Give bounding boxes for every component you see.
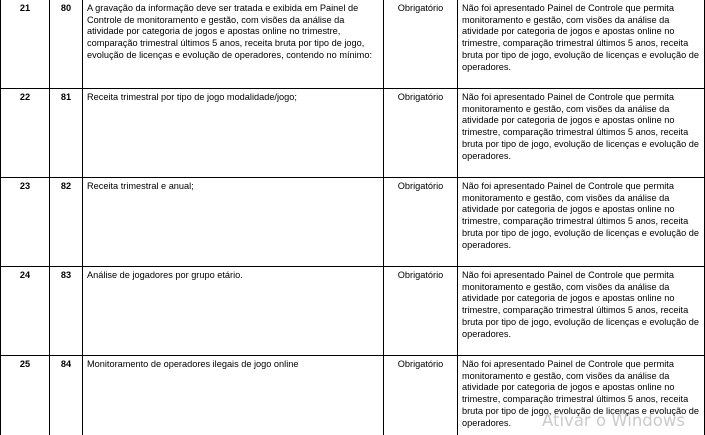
table-row: [1, 89, 705, 178]
item-number: 22: [1, 89, 50, 178]
requirement-description: A gravação da informação deve ser tratada e exibida em Painel de Controle de monitoramento e gestão, com visões da análise da atividade por categoria de jogos e apostas online no trimestre, comparação trimestral últimos 5 anos, receita bruta por tipo de jogo, evolução de licenças e evolução de operadores, contendo no mínimo:: [83, 0, 384, 89]
requirement-number: 81: [50, 89, 83, 178]
requirement-description: Monitoramento de operadores ilegais de jogo online: [83, 356, 384, 435]
requirement-number: 80: [50, 0, 83, 89]
item-number: 21: [1, 0, 50, 89]
requirement-observation: Não foi apresentado Painel de Controle que permita monitoramento e gestão, com visões da análise da atividade por categoria de jogos e apostas online no trimestre, comparação trimestral últimos 5 anos, receita bruta por tipo de jogo, evolução de licenças e evolução de operadores.: [458, 267, 705, 356]
windows-activation-watermark: Ativar o Windows: [542, 411, 685, 430]
requirement-status: Obrigatório: [384, 267, 458, 356]
requirement-number: 83: [50, 267, 83, 356]
requirement-status: Obrigatório: [384, 178, 458, 267]
requirement-observation: Não foi apresentado Painel de Controle que permita monitoramento e gestão, com visões da análise da atividade por categoria de jogos e apostas online no trimestre, comparação trimestral últimos 5 anos, receita bruta por tipo de jogo, evolução de licenças e evolução de operadores.: [458, 89, 705, 178]
requirement-number: 84: [50, 356, 83, 435]
requirement-number: 82: [50, 178, 83, 267]
requirement-description: Análise de jogadores por grupo etário.: [83, 267, 384, 356]
requirement-observation: Não foi apresentado Painel de Controle que permita monitoramento e gestão, com visões da análise da atividade por categoria de jogos e apostas online no trimestre, comparação trimestral últimos 5 anos, receita bruta por tipo de jogo, evolução de licenças e evolução de operadores.: [458, 356, 705, 435]
item-number: 25: [1, 356, 50, 435]
requirement-observation: Não foi apresentado Painel de Controle que permita monitoramento e gestão, com visões da análise da atividade por categoria de jogos e apostas online no trimestre, comparação trimestral últimos 5 anos, receita bruta por tipo de jogo, evolução de licenças e evolução de operadores.: [458, 0, 705, 89]
table-row: [1, 0, 705, 89]
requirement-description: Receita trimestral por tipo de jogo modalidade/jogo;: [83, 89, 384, 178]
item-number: 24: [1, 267, 50, 356]
item-number: 23: [1, 178, 50, 267]
requirement-status: Obrigatório: [384, 89, 458, 178]
table-row: [1, 178, 705, 267]
requirement-status: Obrigatório: [384, 356, 458, 435]
requirement-observation: Não foi apresentado Painel de Controle que permita monitoramento e gestão, com visões da análise da atividade por categoria de jogos e apostas online no trimestre, comparação trimestral últimos 5 anos, receita bruta por tipo de jogo, evolução de licenças e evolução de operadores.: [458, 178, 705, 267]
requirement-description: Receita trimestral e anual;: [83, 178, 384, 267]
table-row: [1, 267, 705, 356]
table-row: [1, 356, 705, 435]
requirement-status: Obrigatório: [384, 0, 458, 89]
